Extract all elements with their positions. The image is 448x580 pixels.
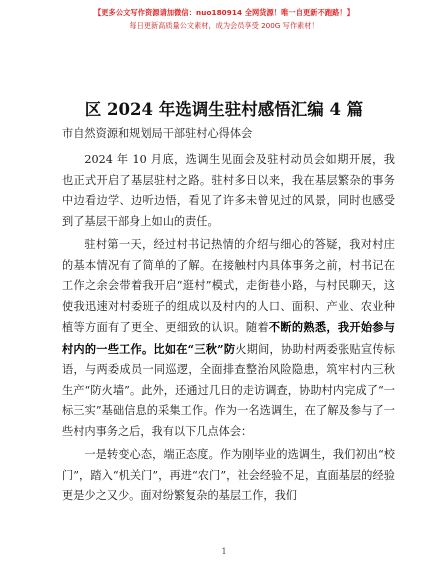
promo-banner-line-2: 每日更新高质量公文素材，成为会员享受 200G 写作素材！ (129, 21, 319, 30)
document-body (62, 150, 395, 510)
body-paragraph: 2024 年 10 月底，选调生见面会及驻村动员会如期开展，我也正式开启了基层驻村之路。驻村多日以来，我在基层繁杂的事务中边看边学、边听边悟，看见了许多未曾见过的风景，同时也感受到了基层干部身上如山的责任。 (62, 153, 395, 228)
body-paragraph: 一是转变心态，端正态度。作为刚毕业的选调生，我们初出“校门”，踏入“机关门”，再进“农门”，社会经验不足，直面基层的经验更是少之又少。面对纷繁复杂的基层工作，我们 (62, 448, 395, 502)
page-number: 1 (221, 547, 227, 556)
body-paragraph (62, 235, 395, 442)
paragraph-text: 火期间，协助村两委张贴宣传标语，与两委成员一同巡逻，全面排查整治风险隐患，筑牢村内三秋生产“防火墙”。此外，还通过几日的走访调查，协助村内完成了“一标三实”基础信息的采集工作。作为一名选调生，在了解及参与了一些村内事务之后，我有以下几点体会： (62, 342, 395, 438)
paragraph-text: 驻村第一天，经过村书记热情的介绍与细心的答疑，我对村庄的基本情况有了简单的了解。在接触村内具体事务之前，村书记在工作之余会带着我开启“逛村”模式，走街巷小路，与村民聊天，这使我迅速对村委班子的组成以及村内的人口、面积、产业、农业种植等方面有了更全、更细致的认识。随着 (62, 238, 395, 334)
bold-text: 不断的熟悉，我开始参与村内的一些工作。比如在“三秋”防 (62, 320, 395, 356)
document-subtitle: 市自然资源和规划局干部驻村心得体会 (62, 127, 253, 140)
document-title: 区 2024 年选调生驻村感悟汇编 4 篇 (84, 100, 364, 119)
promo-banner-line-1: 【更多公文写作资源请加微信：nuo180914 全网货源！唯一自更新不跑路！】 (93, 8, 355, 17)
promo-banner (0, 6, 448, 32)
